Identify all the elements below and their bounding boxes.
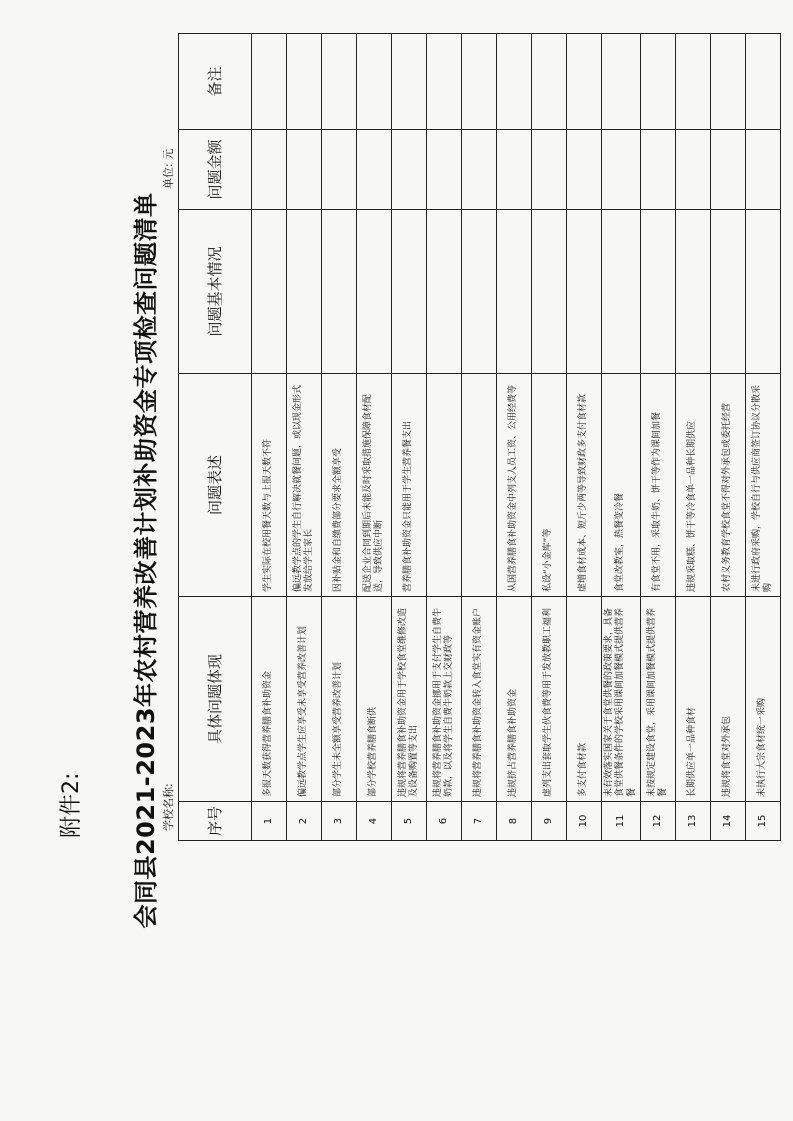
table-row — [357, 34, 392, 841]
table-row — [745, 34, 780, 841]
cell-remark — [392, 34, 427, 130]
cell-amount — [710, 130, 745, 210]
cell-description — [427, 374, 462, 597]
cell-remark — [462, 34, 497, 130]
cell-description — [462, 374, 497, 597]
school-name-label: 学校名称: — [162, 783, 175, 831]
cell-situation — [427, 210, 462, 374]
cell-amount — [392, 130, 427, 210]
cell-amount — [567, 130, 602, 210]
cell-amount — [675, 130, 710, 210]
cell-no: 13 — [675, 802, 710, 841]
cell-amount — [462, 130, 497, 210]
cell-issue: 多支付食材款 — [567, 597, 602, 802]
cell-situation — [532, 210, 567, 374]
table-row — [392, 34, 427, 841]
header-description: 问题表述 — [179, 374, 252, 597]
cell-amount — [640, 130, 675, 210]
cell-situation — [392, 210, 427, 374]
cell-no: 14 — [710, 802, 745, 841]
cell-situation — [462, 210, 497, 374]
cell-amount — [745, 130, 780, 210]
cell-no: 6 — [427, 802, 462, 841]
cell-description: 学生实际在校用餐天数与上报天数不符 — [252, 374, 287, 597]
cell-remark — [532, 34, 567, 130]
unit-label: 单位: 元 — [162, 148, 175, 189]
cell-situation — [322, 210, 357, 374]
cell-amount — [287, 130, 322, 210]
cell-issue: 违规将营养膳食补助资金用于学校食堂维修改造及设备购置等支出 — [392, 597, 427, 802]
cell-remark — [602, 34, 641, 130]
cell-no: 5 — [392, 802, 427, 841]
table-header-row — [179, 34, 252, 841]
cell-issue: 违规挤占营养膳食补助资金 — [497, 597, 532, 802]
cell-remark — [322, 34, 357, 130]
cell-no: 9 — [532, 802, 567, 841]
cell-amount — [497, 130, 532, 210]
cell-description: 未进行政府采购，学校自行与供应商签订协议分散采购 — [745, 374, 780, 597]
cell-issue: 多报天数获得营养膳食补助资金 — [252, 597, 287, 802]
cell-amount — [357, 130, 392, 210]
cell-no: 11 — [602, 802, 641, 841]
issue-table — [178, 33, 781, 841]
table-row — [532, 34, 567, 841]
cell-issue: 违规将营养膳食补助资金挪用于支付学生自费牛奶款，以及将学生自费牛奶款上交财政等 — [427, 597, 462, 802]
cell-amount — [427, 130, 462, 210]
cell-description: 偏远教学点的学生自行解决就餐问题，或以现金形式发放给学生家长 — [287, 374, 322, 597]
cell-situation — [675, 210, 710, 374]
cell-description: 食堂改教室，热餐变冷餐 — [602, 374, 641, 597]
cell-remark — [427, 34, 462, 130]
table-row — [287, 34, 322, 841]
cell-no: 12 — [640, 802, 675, 841]
cell-situation — [602, 210, 641, 374]
table-row — [427, 34, 462, 841]
cell-description: 从国营养膳食补助资金中列支人员工资、公用经费等 — [497, 374, 532, 597]
cell-situation — [252, 210, 287, 374]
cell-description: 有食堂不用，采取牛奶、饼干等作为课间加餐 — [640, 374, 675, 597]
cell-description: 私设“小金库”等 — [532, 374, 567, 597]
table-row — [322, 34, 357, 841]
cell-issue: 偏远教学点学生应享受未享受营养改善计划 — [287, 597, 322, 802]
table-row — [675, 34, 710, 841]
table-row — [252, 34, 287, 841]
page-title: 会同县2021-2023年农村营养改善计划补助资金专项检查问题清单 — [132, 192, 160, 929]
cell-situation — [710, 210, 745, 374]
cell-no: 3 — [322, 802, 357, 841]
cell-issue: 未有效落实国家关于食堂供餐的政策要求，具备食堂供餐条件的学校采用课间加餐模式提供营养餐 — [602, 597, 641, 802]
attachment-label: 附件2: — [59, 772, 84, 838]
cell-remark — [745, 34, 780, 130]
cell-description: 因补贴金和自缴费部分要求全额享受 — [322, 374, 357, 597]
cell-remark — [357, 34, 392, 130]
cell-no: 1 — [252, 802, 287, 841]
cell-description: 农村义务教育学校食堂不得对外承包或委托经营 — [710, 374, 745, 597]
cell-remark — [497, 34, 532, 130]
cell-remark — [252, 34, 287, 130]
header-situation: 问题基本情况 — [179, 210, 252, 374]
cell-issue: 虚列支出套取学生伙食费等用于发放教职工福利 — [532, 597, 567, 802]
cell-description: 违规采取糕、饼干等冷食单一品种长期供应 — [675, 374, 710, 597]
cell-no: 8 — [497, 802, 532, 841]
table-row — [497, 34, 532, 841]
cell-situation — [745, 210, 780, 374]
cell-no: 2 — [287, 802, 322, 841]
cell-remark — [710, 34, 745, 130]
cell-remark — [675, 34, 710, 130]
cell-description: 配送企业合同到期后未能及时采取措施保障食材配送，导致供应中断 — [357, 374, 392, 597]
cell-issue: 部分学校营养膳食断供 — [357, 597, 392, 802]
table-row — [640, 34, 675, 841]
cell-no: 7 — [462, 802, 497, 841]
cell-issue: 违规将营养膳食补助资金转入食堂实有资金账户 — [462, 597, 497, 802]
cell-remark — [640, 34, 675, 130]
cell-issue: 未执行大宗食材统一采购 — [745, 597, 780, 802]
cell-situation — [357, 210, 392, 374]
cell-description: 营养膳食补助资金只能用于学生营养餐支出 — [392, 374, 427, 597]
cell-issue: 长期供应单一品种食材 — [675, 597, 710, 802]
cell-remark — [287, 34, 322, 130]
table-row — [602, 34, 641, 841]
cell-issue: 部分学生未全额享受营养改善计划 — [322, 597, 357, 802]
cell-no: 10 — [567, 802, 602, 841]
cell-situation — [287, 210, 322, 374]
cell-amount — [322, 130, 357, 210]
cell-amount — [602, 130, 641, 210]
table-row — [567, 34, 602, 841]
table-row — [710, 34, 745, 841]
cell-amount — [252, 130, 287, 210]
cell-description: 虚增食材成本、短斤少两等导致财政多支付食材款 — [567, 374, 602, 597]
cell-issue: 未按规定建设食堂，采用课间加餐模式提供营养餐 — [640, 597, 675, 802]
header-issue: 具体问题体现 — [179, 597, 252, 802]
cell-amount — [532, 130, 567, 210]
cell-no: 15 — [745, 802, 780, 841]
cell-remark — [567, 34, 602, 130]
header-amount: 问题金额 — [179, 130, 252, 210]
cell-issue: 违规将食堂对外承包 — [710, 597, 745, 802]
cell-situation — [497, 210, 532, 374]
cell-no: 4 — [357, 802, 392, 841]
table-row — [462, 34, 497, 841]
cell-situation — [640, 210, 675, 374]
header-no: 序号 — [179, 802, 252, 841]
header-remark: 备注 — [179, 34, 252, 130]
cell-situation — [567, 210, 602, 374]
